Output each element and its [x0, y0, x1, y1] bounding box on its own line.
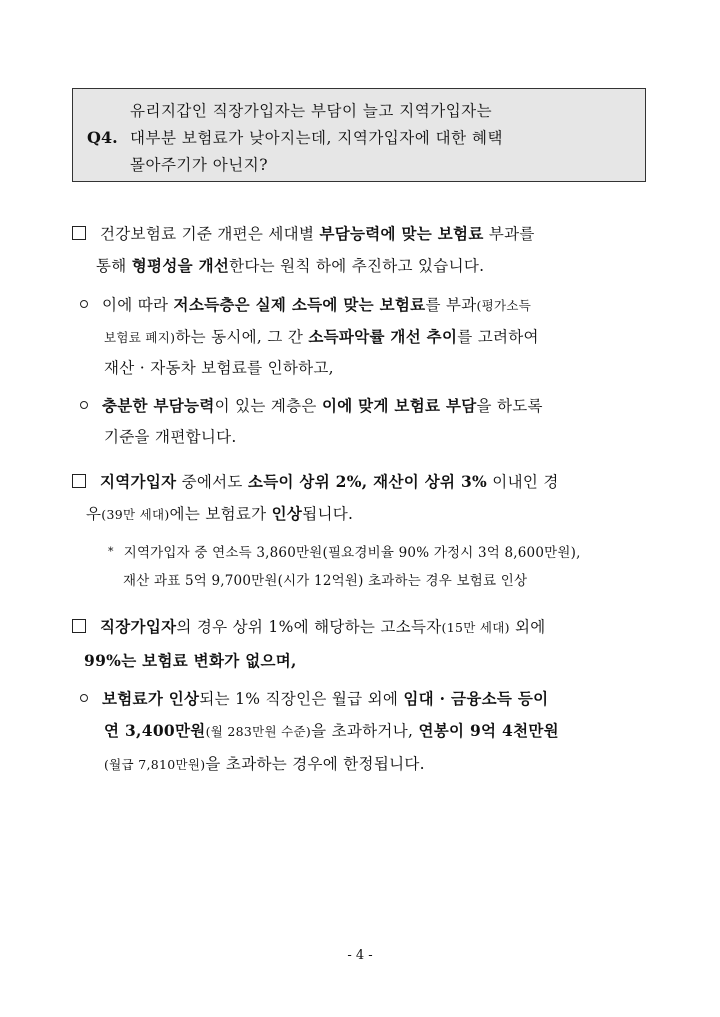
section-2-line-2 [80, 321, 656, 353]
section-1-line-1 [72, 218, 656, 250]
footnote-line-1 [108, 538, 581, 567]
text: 지역가입자 중 연소득 3,860만원(필요경비율 90% 가정시 3억 8,600만원), [123, 545, 581, 561]
bold-text: 보험료가 인상 [102, 689, 200, 708]
section-6 [80, 683, 656, 781]
question-line: 유리지갑인 직장가입자는 부담이 늘고 지역가입자는 [130, 102, 493, 120]
bold-text: 지역가입자 [100, 472, 177, 491]
section-6-line-1 [80, 683, 656, 715]
text: 을 하도록 [476, 397, 543, 415]
small-text: (15만 세대) [441, 620, 510, 635]
text: 중에서도 [176, 473, 248, 491]
section-5 [72, 610, 656, 678]
circle-bullet-icon [80, 300, 88, 308]
text: 외에 [509, 618, 546, 636]
section-6-line-3 [80, 748, 656, 781]
section-1 [72, 218, 656, 282]
square-bullet-icon [72, 226, 86, 240]
section-4 [72, 466, 656, 530]
bold-text: 연봉이 9억 4천만원 [418, 721, 559, 740]
page-number: - 4 - [347, 948, 373, 963]
question-number: Q4. [87, 128, 118, 147]
bold-text: 부담능력에 맞는 보험료 [319, 224, 484, 243]
question-box [72, 88, 646, 182]
small-text: (39만 세대) [101, 507, 170, 522]
section-5-line-1 [72, 610, 656, 644]
asterisk: * [108, 545, 114, 558]
text: 통해 [96, 257, 132, 275]
text: 를 고려하여 [457, 328, 539, 346]
small-text: (월급 7,810만원) [104, 757, 206, 772]
square-bullet-icon [72, 474, 86, 488]
small-text: (평가소득 [476, 298, 532, 313]
square-bullet-icon [72, 619, 86, 633]
footnote [108, 538, 581, 595]
section-2-line-1 [80, 289, 656, 321]
text: 이내인 경 [487, 473, 559, 491]
text: 를 부과 [425, 296, 477, 314]
section-6-line-2 [80, 715, 656, 748]
text: 에는 보험료가 [169, 505, 272, 523]
question-line: 몰아주기가 아닌지? [130, 156, 269, 174]
text: 건강보험료 기준 개편은 세대별 [100, 225, 320, 243]
text: 되는 1% 직장인은 월급 외에 [199, 690, 404, 708]
bold-text: 99%는 보험료 변화가 없으며, [84, 651, 297, 670]
bold-text: 인상 [271, 504, 303, 523]
section-2-line-3: 재산 · 자동차 보험료를 인하하고, [104, 359, 334, 377]
text: 우 [86, 505, 102, 523]
bold-text: 연 3,400만원 [104, 721, 206, 740]
section-5-line-2 [72, 644, 656, 678]
text: 의 경우 상위 1%에 해당하는 고소득자 [176, 618, 442, 636]
small-text: (월 283만원 수준) [205, 724, 312, 739]
section-3 [80, 390, 656, 453]
circle-bullet-icon [80, 401, 88, 409]
bold-text: 소득파악률 개선 추이 [308, 327, 458, 346]
text: 을 초과하거나, [311, 722, 419, 740]
text: 을 초과하는 경우에 한정됩니다. [205, 755, 425, 773]
text: 이 있는 계층은 [214, 397, 322, 415]
section-1-line-2 [72, 250, 656, 282]
bold-text: 이에 맞게 보험료 부담 [321, 396, 477, 415]
question-text [130, 98, 640, 179]
text: 이에 따라 [102, 296, 174, 314]
bold-text: 소득이 상위 2%, 재산이 상위 3% [247, 472, 488, 491]
footnote-line-2: 재산 과표 5억 9,700만원(시가 12억원) 초과하는 경우 보험료 인상 [123, 573, 528, 589]
circle-bullet-icon [80, 694, 88, 702]
text: 하는 동시에, 그 간 [175, 328, 309, 346]
text: 부과를 [483, 225, 535, 243]
bold-text: 직장가입자 [100, 617, 177, 636]
section-2 [80, 289, 656, 384]
bold-text: 충분한 부담능력 [102, 396, 215, 415]
bold-text: 임대 · 금융소득 등이 [403, 689, 549, 708]
section-3-line-2: 기준을 개편합니다. [104, 428, 237, 446]
section-4-line-2 [72, 498, 656, 530]
text: 됩니다. [302, 505, 354, 523]
text: 한다는 원칙 하에 추진하고 있습니다. [229, 257, 485, 275]
section-3-line-1 [80, 390, 656, 422]
section-4-line-1 [72, 466, 656, 498]
bold-text: 저소득층은 실제 소득에 맞는 보험료 [173, 295, 426, 314]
small-text: 보험료 폐지) [104, 330, 176, 345]
bold-text: 형평성을 개선 [131, 256, 230, 275]
question-line: 대부분 보험료가 낮아지는데, 지역가입자에 대한 혜택 [130, 129, 503, 147]
